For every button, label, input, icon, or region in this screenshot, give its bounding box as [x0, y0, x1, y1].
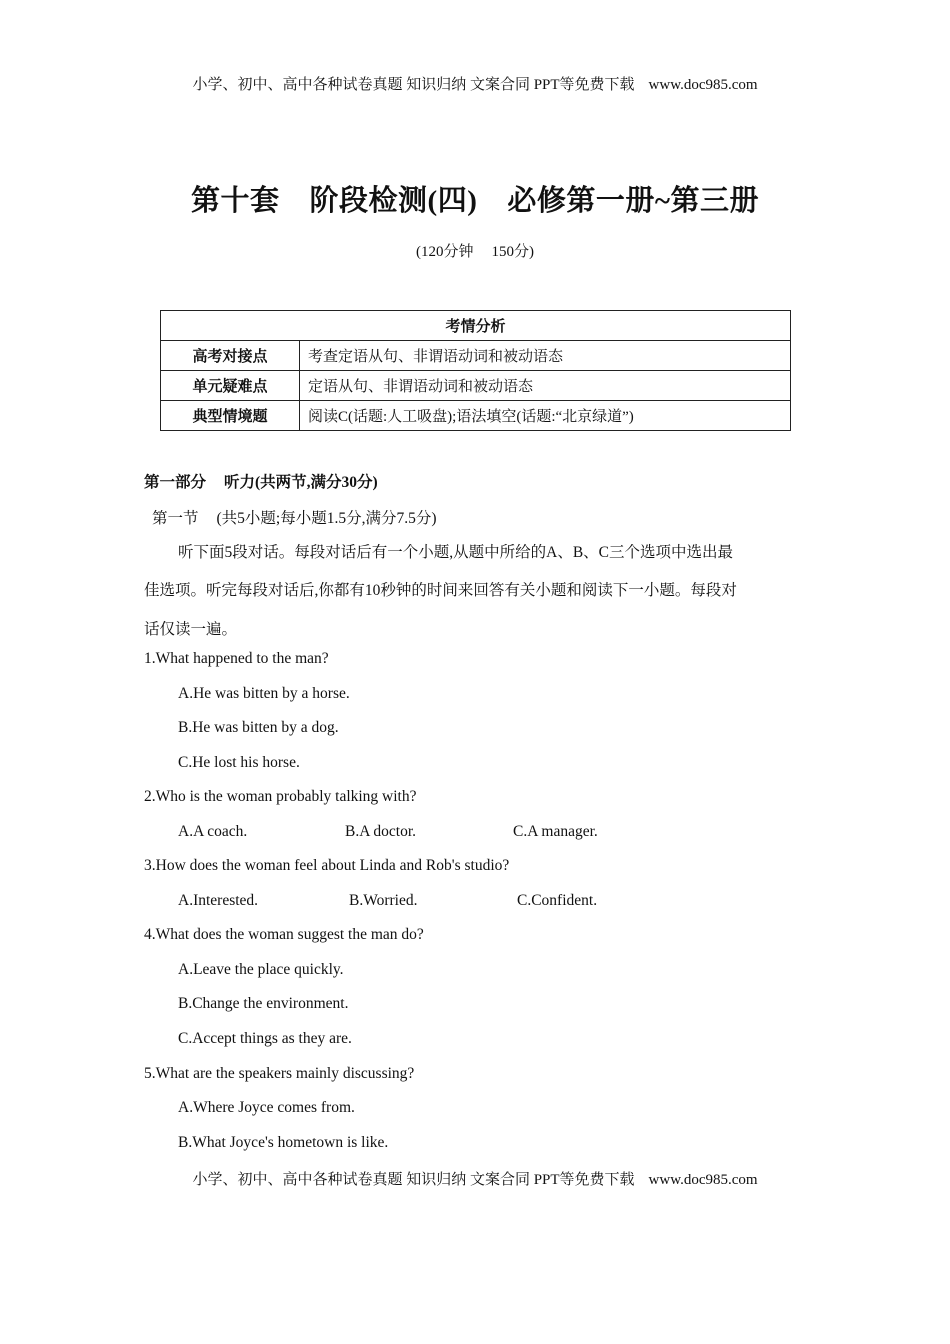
instruction-line: 佳选项。听完每段对话后,你都有10秒钟的时间来回答有关小题和阅读下一小题。每段对 [144, 582, 737, 599]
analysis-row-value: 定语从句、非谓语动词和被动语态 [300, 371, 791, 401]
question-option: A.Where Joyce comes from. [178, 1099, 355, 1116]
instruction-line: 听下面5段对话。每段对话后有一个小题,从题中所给的A、B、C三个选项中选出最 [178, 544, 733, 561]
question-option: B.Worried. [349, 892, 418, 909]
header-banner-text: 小学、初中、高中各种试卷真题 知识归纳 文案合同 PPT等免费下载 [192, 77, 635, 93]
footer-banner-text: 小学、初中、高中各种试卷真题 知识归纳 文案合同 PPT等免费下载 [192, 1172, 635, 1188]
analysis-row-key: 典型情境题 [161, 401, 300, 431]
title-set: 第十套 [191, 185, 280, 217]
question-option: A.He was bitten by a horse. [178, 685, 350, 702]
header-banner [0, 73, 950, 94]
question-stem: 5.What are the speakers mainly discussing? [144, 1065, 415, 1082]
part-one-title: 听力(共两节,满分30分) [224, 474, 378, 491]
title-stage: 阶段检测(四) [309, 185, 478, 217]
question-option: A.Interested. [178, 892, 259, 909]
header-banner-site[interactable]: www.doc985.com [648, 77, 758, 93]
question-option: C.A manager. [513, 823, 598, 840]
analysis-row-key: 单元疑难点 [161, 371, 300, 401]
part-one-heading [144, 470, 378, 492]
question-option: B.He was bitten by a dog. [178, 719, 339, 736]
analysis-table-header-row [161, 311, 791, 341]
question-option: B.Change the environment. [178, 995, 349, 1012]
section-one-rule: (共5小题;每小题1.5分,满分7.5分) [216, 510, 437, 527]
title-books: 必修第一册~第三册 [507, 185, 759, 217]
question-option: B.What Joyce's hometown is like. [178, 1134, 389, 1151]
question-option: C.Accept things as they are. [178, 1030, 352, 1047]
question-option: C.He lost his horse. [178, 754, 300, 771]
instruction-line: 话仅读一遍。 [144, 621, 238, 638]
exam-duration-score [0, 240, 950, 261]
question-option: C.Confident. [517, 892, 598, 909]
analysis-table-header: 考情分析 [161, 311, 791, 341]
section-one-heading [152, 506, 437, 528]
analysis-row-value: 考查定语从句、非谓语动词和被动语态 [300, 341, 791, 371]
question-option: A.A coach. [178, 823, 248, 840]
question-stem: 1.What happened to the man? [144, 650, 329, 667]
analysis-table [160, 310, 791, 431]
section-one-label: 第一节 [152, 510, 199, 527]
analysis-row-key: 高考对接点 [161, 341, 300, 371]
part-one-label: 第一部分 [144, 474, 207, 491]
question-stem: 3.How does the woman feel about Linda and Rob's studio? [144, 857, 510, 874]
question-stem: 4.What does the woman suggest the man do? [144, 926, 424, 943]
analysis-table-row [161, 341, 791, 371]
analysis-table-row [161, 401, 791, 431]
analysis-table-row [161, 371, 791, 401]
footer-banner [0, 1168, 950, 1189]
question-option: A.Leave the place quickly. [178, 961, 344, 978]
question-stem: 2.Who is the woman probably talking with? [144, 788, 417, 805]
exam-score: 150分) [491, 244, 534, 260]
footer-banner-site[interactable]: www.doc985.com [648, 1172, 758, 1188]
analysis-row-value: 阅读C(话题:人工吸盘);语法填空(话题:“北京绿道”) [300, 401, 791, 431]
question-option: B.A doctor. [345, 823, 417, 840]
page-title [0, 178, 950, 219]
exam-duration: (120分钟 [416, 244, 474, 260]
